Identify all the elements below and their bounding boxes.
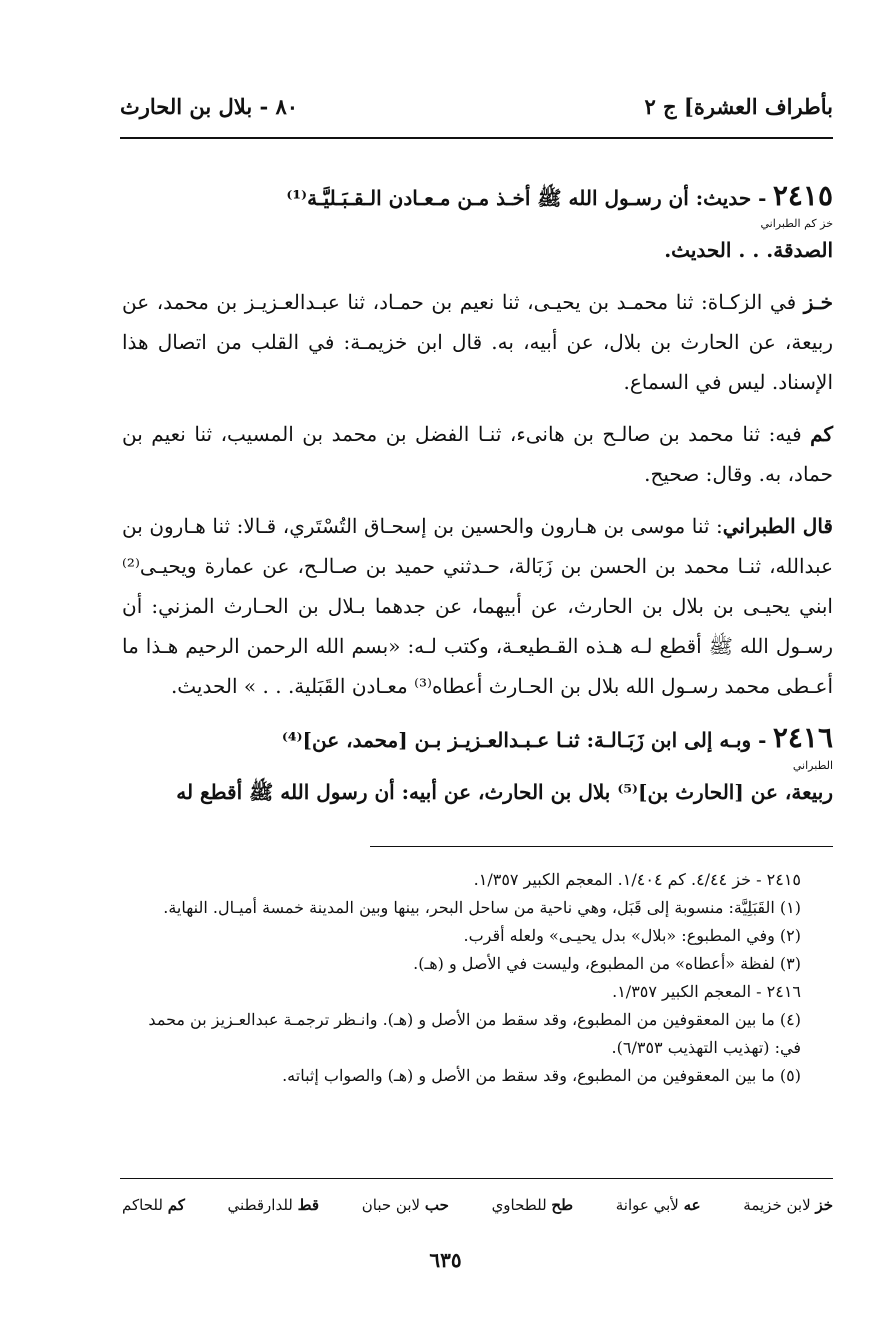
abbreviation-item: حب لابن حبان [361, 1196, 449, 1214]
source-margin-note: خز كم الطبراني [760, 217, 833, 230]
header-rule [120, 137, 833, 139]
footnote-item: (٣) لفظة «أعطاه» من المطبوع، وليست في الأصل و (هـ). [413, 954, 801, 973]
header-book-title: بأطراف العشرة] ج ٢ [644, 93, 833, 119]
abbreviations-rule [120, 1178, 833, 1179]
source-label: خـز [803, 290, 833, 314]
footnote-item: (٤) ما بين المعقوفين من المطبوع، وقد سقط من الأصل و (هـ). وانـظر ترجمـة عبدالعـزيز بن محمد في: (تهذيب التهذيب ٦/٣٥٣). [148, 1010, 801, 1057]
entry-number: ٢٤١٦ [772, 721, 833, 754]
entry-heading-continued: الصدقة. . . الحديث. [664, 238, 833, 262]
abbreviation-item: طح للطحاوي [491, 1196, 574, 1214]
paragraph-text: فيه: ثنا محمد بن صالـح بن هانىء، ثنـا الفضل بن محمد بن المسيب، ثنا نعيم بن حماد، به. وقال: صحيح. [122, 422, 833, 486]
footnote-item: (٢) وفي المطبوع: «بلال» بدل يحيـى» ولعله أقرب. [463, 926, 801, 945]
source-label: كم [810, 422, 833, 446]
entry-2415-heading [122, 176, 833, 270]
source-label: قال الطبراني [722, 514, 833, 538]
entry-heading-continued: ربيعة، عن [الحارث بن]⁽⁵⁾ بلال بن الحارث، عن أبيه: أن رسول الله ﷺ أقطع له [176, 780, 833, 804]
source-margin-note: الطبراني [792, 759, 833, 772]
entry-heading-text: - حديث: أن رسـول الله ﷺ أخـذ مـن مـعـادن الـقـبَـليَّـة⁽¹⁾ [286, 186, 767, 210]
abbreviation-item: قط للدارقطني [227, 1196, 320, 1214]
paragraph-tabarani [122, 506, 833, 706]
footnotes [122, 866, 823, 1090]
entry-2416-heading [122, 718, 833, 812]
footnote-source: ٢٤١٦ - المعجم الكبير ١/٣٥٧. [612, 982, 801, 1001]
abbreviation-item: عه لأبي عوانة [615, 1196, 701, 1214]
header-chapter-title: ٨٠ - بلال بن الحارث [120, 93, 299, 119]
paragraph-ibn-khuzayma [122, 282, 833, 402]
main-text [122, 176, 833, 824]
running-header [120, 88, 833, 124]
entry-number: ٢٤١٥ [772, 179, 833, 212]
abbreviation-item: كم للحاكم [122, 1196, 185, 1214]
paragraph-hakim [122, 414, 833, 494]
abbreviation-item: خز لابن خزيمة [743, 1196, 833, 1214]
paragraph-text: : ثنا موسى بن هـارون والحسين بن إسحـاق التُسْتَري، قـالا: ثنا هـارون بن عبدالله، ثنـا محمد بن الحسن بن زَبَالة، حـدثني حميد بن صـالـح، عن عمارة ويحيـى⁽²⁾ ابني يحيـى بن بلال بن الحارث، عن أبيهما، عن جدهما بـلال بن الحـارث المزني: أن رسـول الله ﷺ أقطع لـه هـذه القـطيعـة، وكتب لـه: «بسم الله الرحمن الرحيم هـذا ما أعـطى محمد رسـول الله بلال بن الحـارث أعطاه⁽³⁾ معـادن القَبَلية. . . » الحديث. [122, 514, 833, 698]
footnote-item: (٥) ما بين المعقوفين من المطبوع، وقد سقط من الأصل و (هـ) والصواب إثباته. [282, 1066, 801, 1085]
footnote-item: (١) القَبَلِيَّة: منسوبة إلى قَبَل، وهي ناحية من ساحل البحر، بينها وبين المدينة خمسة أميـال. النهاية. [163, 898, 801, 917]
paragraph-text: في الزكـاة: ثنا محمـد بن يحيـى، ثنا نعيم بن حمـاد، ثنا عبـدالعـزيـز بن محمد، عن ربيعة، عن الحارث بن بلال، عن أبيه، به. قال ابن خزيمـة: في القلب من اتصال هذا الإسناد. ليس في السماع. [122, 290, 833, 394]
page-number: ٦٣٥ [429, 1248, 462, 1272]
abbreviations-key [122, 1196, 833, 1214]
entry-heading-text: - وبـه إلى ابن زَبَـالـة: ثنـا عـبـدالعـزيـز بـن [محمد، عن]⁽⁴⁾ [281, 728, 767, 752]
footnote-source: ٢٤١٥ - خز ٤/٤٤. كم ١/٤٠٤. المعجم الكبير ١/٣٥٧. [473, 870, 801, 889]
footnote-separator [370, 846, 833, 847]
